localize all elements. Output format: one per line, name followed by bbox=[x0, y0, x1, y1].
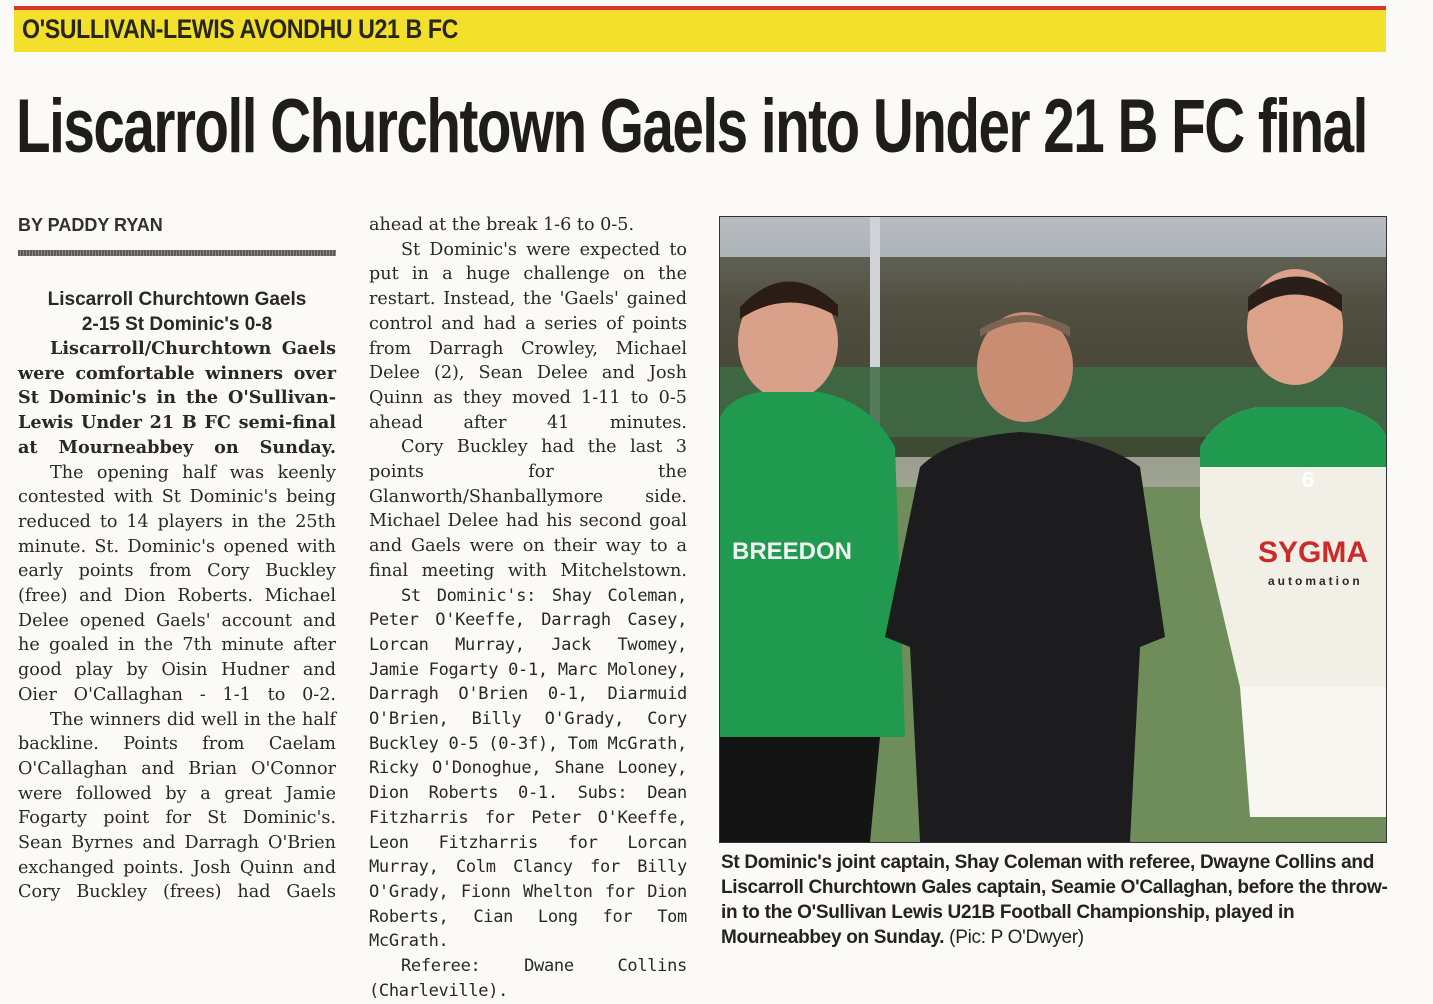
shirt-sponsor-right: SYGMA bbox=[1258, 536, 1369, 569]
caption-text: St Dominic's joint captain, Shay Coleman with referee, Dwayne Collins and Liscarroll Churchtown Gales captain, Seamie O'Callaghan, before the throw-in to the O'Sullivan Lewis U21B Football Championship, played in Mourneabbey on Sunday. bbox=[721, 852, 1388, 948]
paragraph: St Dominic's were expected to put in a huge challenge on the restart. Instead, the 'Gaels' gained control and had a series of points from Darragh Crowley, Michael Delee (2), Sean Delee and Josh Quinn as they moved 1-11 to 0-5 ahead after 41 minutes. bbox=[369, 239, 687, 433]
result-line-2: 2-15 St Dominic's 0-8 bbox=[81, 314, 273, 335]
photo-illustration bbox=[720, 217, 1386, 842]
paragraph: The opening half was keenly contested with St Dominic's being reduced to 14 players in the 25th minute. St. Dominic's opened with early points from Cory Buckley (free) and Dion Roberts. Michael Delee opened Gaels' account and he goaled in the 7th minute after good play by Oisin Hudner and Oier O'Callaghan - 1-1 to 0-2. bbox=[18, 462, 336, 705]
team-list: St Dominic's: Shay Coleman, Peter O'Keeffe, Darragh Casey, Lorcan Murray, Jack Twomey, Jamie Fogarty 0-1, Marc Moloney, Darragh O'Brien 0-1, Diarmuid O'Brien, Billy O'Grady, Cory Buckley 0-5 (0-3f), Tom McGrath, Ricky O'Donoghue, Shane Looney, Dion Roberts 0-1. Subs: Dean Fitzharris for Peter O'Keeffe, Leon Fitzharris for Lorcan Murray, Colm Clancy for Billy O'Grady, Fionn Whelton for Dion Roberts, Cian Long for Tom McGrath. bbox=[369, 585, 687, 952]
article-column-1 bbox=[18, 287, 336, 905]
photo-caption bbox=[721, 850, 1389, 950]
paragraph: Cory Buckley had the last 3 points for the Glanworth/Shanballymore side. Michael Delee had his second goal and Gaels were on their way to a final meeting with Mitchelstown. bbox=[369, 437, 687, 581]
result-line-1: Liscarroll Churchtown Gaels bbox=[47, 289, 307, 310]
section-banner bbox=[14, 6, 1386, 52]
team-captains-photo bbox=[719, 216, 1387, 843]
shirt-sponsor-left: BREEDON bbox=[732, 538, 853, 565]
paragraph: The winners did well in the half backline. Points from Caelam O'Callaghan and Brian O'Connor were followed by a great Jamie Fogarty point for St Dominic's. Sean Byrnes and Darragh O'Brien exchanged points. Josh Quinn and Cory Buckley (frees) had Gaels bbox=[18, 709, 336, 903]
article-column-2 bbox=[369, 213, 687, 1004]
shirt-number: 6 bbox=[1302, 467, 1315, 492]
headline: Liscarroll Churchtown Gaels into Under 21 B FC final bbox=[16, 84, 1367, 169]
referee-line: Referee: Dwane Collins (Charleville). bbox=[369, 956, 687, 1001]
lead-paragraph: Liscarroll/Churchtown Gaels were comfortable winners over St Dominic's in the O'Sullivan-Lewis Under 21 B FC semi-final at Mourneabbey on Sunday. bbox=[18, 338, 336, 458]
shirt-sponsor-right-sub: automation bbox=[1268, 574, 1363, 588]
byline: BY PADDY RYAN bbox=[18, 215, 163, 235]
byline-rule bbox=[18, 250, 336, 256]
photo-credit: (Pic: P O'Dwyer) bbox=[949, 927, 1084, 948]
paragraph: ahead at the break 1-6 to 0-5. bbox=[369, 215, 635, 235]
banner-title: O'SULLIVAN-LEWIS AVONDHU U21 B FC bbox=[22, 14, 458, 44]
